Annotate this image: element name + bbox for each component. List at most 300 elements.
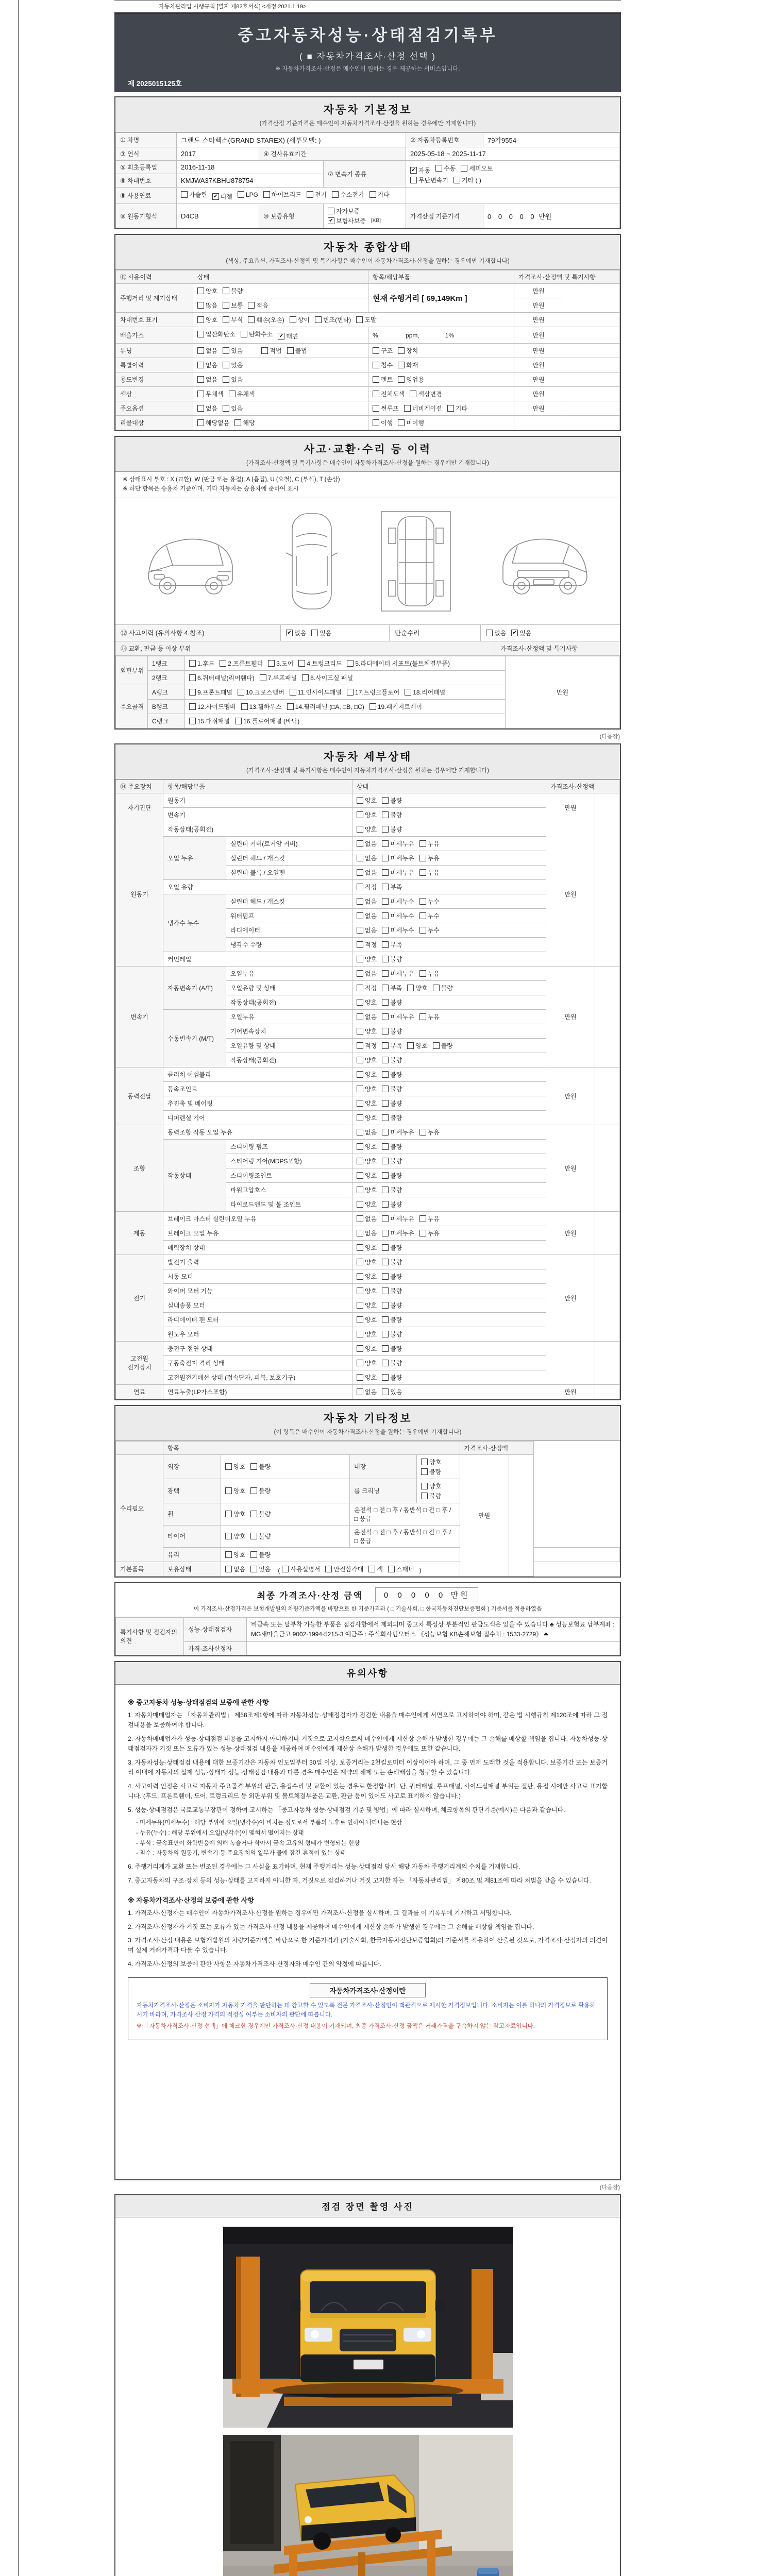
checkbox-option[interactable] xyxy=(382,883,402,891)
checkbox-option[interactable] xyxy=(189,673,255,682)
checkbox-option[interactable] xyxy=(347,659,450,668)
state-options xyxy=(352,1081,546,1096)
checkbox-unchecked-icon xyxy=(225,1533,232,1539)
checkbox-option[interactable] xyxy=(347,688,399,697)
item-label: 고전원전기배선 상태 (접속단자, 피복, 보호기구) xyxy=(163,1370,352,1384)
section-title: 사고·교환·수리 등 이력 xyxy=(304,444,432,455)
checkbox-label: 양호 xyxy=(365,1200,377,1208)
checkbox-option[interactable] xyxy=(373,361,393,369)
checkbox-unchecked-icon xyxy=(357,956,363,962)
checkbox-option[interactable] xyxy=(357,1214,377,1223)
checkbox-option[interactable] xyxy=(433,1041,453,1050)
checkbox-label: 유채색 xyxy=(237,391,255,398)
checkbox-label: 누유 xyxy=(427,1215,440,1223)
checkbox-unchecked-icon xyxy=(325,1566,332,1572)
checkbox-option[interactable] xyxy=(373,404,399,413)
detail-row xyxy=(116,1110,620,1125)
checkbox-option[interactable] xyxy=(223,375,243,384)
checkbox-option[interactable] xyxy=(356,315,376,324)
item-options xyxy=(368,416,514,430)
checkbox-option[interactable] xyxy=(453,176,481,184)
checkbox-option[interactable] xyxy=(382,839,414,848)
checkbox-option[interactable] xyxy=(197,389,224,398)
checkbox-option[interactable] xyxy=(357,911,377,920)
checkbox-option[interactable] xyxy=(250,1462,271,1471)
checkbox-option[interactable] xyxy=(382,1027,402,1036)
checkbox-option[interactable] xyxy=(382,1344,402,1353)
checkbox-option[interactable] xyxy=(357,1387,377,1396)
checkbox-option[interactable] xyxy=(419,897,440,906)
checkbox-option[interactable] xyxy=(382,1084,402,1093)
checkbox-option[interactable] xyxy=(298,659,342,668)
price-appraisal-info-box xyxy=(128,1977,608,2040)
checkbox-option[interactable] xyxy=(197,301,217,310)
checkbox-option[interactable] xyxy=(357,839,377,848)
checkbox-label: 없음 xyxy=(365,840,377,848)
checkbox-option[interactable] xyxy=(357,940,377,949)
checkbox-option[interactable] xyxy=(382,825,402,834)
checkbox-option[interactable] xyxy=(382,984,402,992)
checkbox-option[interactable] xyxy=(419,868,440,877)
item-label: 클러치 어셈블리 xyxy=(163,1067,352,1081)
item-label: 발전기 출력 xyxy=(163,1255,352,1269)
checkbox-option[interactable] xyxy=(357,1012,377,1021)
field-label: ③ 연식 xyxy=(116,147,177,161)
checkbox-option[interactable] xyxy=(486,629,506,637)
detail-row xyxy=(116,1139,620,1154)
checkbox-label: 양호 xyxy=(365,1316,377,1324)
checkbox-label: 미세누유 xyxy=(390,840,414,848)
checkbox-option[interactable] xyxy=(357,1157,377,1165)
checkbox-option[interactable] xyxy=(435,164,456,173)
checkbox-option[interactable] xyxy=(197,330,236,338)
checkbox-option[interactable] xyxy=(250,1565,271,1573)
remark-cell xyxy=(595,1341,620,1384)
checkbox-option[interactable] xyxy=(357,854,377,862)
checkbox-label: 없음 xyxy=(365,1013,377,1021)
checkbox-option[interactable] xyxy=(357,1258,377,1266)
checkbox-option[interactable] xyxy=(433,984,453,992)
checkbox-checked-icon: ✔ xyxy=(511,630,518,636)
checkbox-option[interactable] xyxy=(357,1286,377,1295)
checkbox-label: 누수 xyxy=(427,912,440,920)
checkbox-option[interactable] xyxy=(225,1462,245,1471)
checkbox-option[interactable] xyxy=(332,190,364,199)
state-options xyxy=(352,1182,546,1197)
checkbox-option[interactable] xyxy=(405,688,445,697)
checkbox-label: 5.라디에이터 서포트(볼트체결부품) xyxy=(355,659,450,667)
checkbox-label: 적정 xyxy=(365,941,377,948)
checkbox-option[interactable] xyxy=(223,286,243,295)
checkbox-option[interactable] xyxy=(357,1344,377,1353)
checkbox-option[interactable] xyxy=(382,810,402,819)
checkbox-option[interactable] xyxy=(419,911,440,920)
checkbox-option[interactable] xyxy=(398,375,424,384)
checkbox-option[interactable] xyxy=(382,969,414,978)
checkbox-option[interactable] xyxy=(282,1565,320,1573)
empty-cell xyxy=(533,1547,619,1562)
state-options xyxy=(352,894,546,908)
checkbox-label: 무채색 xyxy=(206,391,224,398)
checkbox-option[interactable] xyxy=(373,418,393,427)
checkbox-label: 누유 xyxy=(427,1229,440,1237)
checkbox-option[interactable] xyxy=(382,1056,402,1064)
checkbox-option[interactable] xyxy=(382,897,414,906)
checkbox-option[interactable] xyxy=(311,629,331,637)
checkbox-option[interactable] xyxy=(382,998,402,1007)
checkbox-option[interactable] xyxy=(357,1128,377,1137)
remark-cell xyxy=(595,1211,620,1255)
checkbox-option[interactable] xyxy=(388,1565,414,1573)
checkbox-option[interactable] xyxy=(421,1458,441,1466)
checkbox-option[interactable] xyxy=(382,1301,402,1310)
row-label: 배출가스 xyxy=(116,327,193,344)
checkbox-unchecked-icon xyxy=(357,1360,363,1366)
checkbox-option[interactable] xyxy=(382,1286,402,1295)
checkbox-option[interactable] xyxy=(357,1185,377,1194)
checkbox-option[interactable] xyxy=(260,673,297,682)
checkbox-option[interactable] xyxy=(357,897,377,906)
detail-row xyxy=(116,1009,620,1024)
checkbox-option[interactable] xyxy=(410,389,442,398)
checkbox-option[interactable] xyxy=(382,1041,402,1050)
checkbox-label: 불량 xyxy=(390,1330,402,1338)
section-detail-state xyxy=(114,743,621,1400)
section-photos-header xyxy=(115,2195,620,2217)
checkbox-option[interactable] xyxy=(290,688,342,697)
checkbox-option[interactable] xyxy=(357,1142,377,1151)
checkbox-option[interactable] xyxy=(357,1229,377,1238)
checkbox-option[interactable] xyxy=(197,315,217,324)
checkbox-unchecked-icon xyxy=(407,1042,414,1049)
checkbox-option[interactable] xyxy=(225,1486,245,1495)
checkbox-option[interactable] xyxy=(419,926,440,935)
checkbox-option[interactable] xyxy=(357,1027,377,1036)
checkbox-option[interactable] xyxy=(357,1200,377,1209)
state-options xyxy=(352,1211,546,1226)
item-label: 휠 xyxy=(163,1503,221,1525)
checkbox-unchecked-icon xyxy=(461,165,467,172)
checkbox-label: 미세누수 xyxy=(390,897,414,905)
checkbox-option[interactable] xyxy=(373,389,405,398)
checkbox-option[interactable] xyxy=(368,1565,383,1573)
checkbox-option[interactable] xyxy=(382,911,414,920)
checkbox-unchecked-icon xyxy=(382,956,389,962)
checkbox-option[interactable] xyxy=(225,1565,245,1573)
checkbox-option[interactable] xyxy=(419,839,440,848)
checkbox-label: 누유 xyxy=(427,1013,440,1021)
checkbox-option[interactable] xyxy=(357,998,377,1007)
checkbox-option[interactable] xyxy=(225,1550,245,1559)
checkbox-option[interactable] xyxy=(357,1373,377,1382)
checkbox-option[interactable] xyxy=(263,190,301,199)
checkbox-unchecked-icon xyxy=(357,898,363,905)
checkbox-label: 없음 xyxy=(206,405,218,412)
state-options xyxy=(193,387,368,401)
checkbox-option[interactable] xyxy=(419,1012,440,1021)
col-state: 상태 xyxy=(193,270,368,284)
checkbox-option[interactable] xyxy=(328,207,360,215)
checkbox-option[interactable] xyxy=(197,361,217,369)
checkbox-option[interactable] xyxy=(250,1550,271,1559)
checkbox-option[interactable] xyxy=(382,1229,414,1238)
item-label: 충전구 절연 상태 xyxy=(163,1341,352,1355)
checkbox-label: 미세누유 xyxy=(390,1229,414,1237)
checkbox-option[interactable] xyxy=(382,1373,402,1382)
checkbox-option[interactable] xyxy=(223,361,243,369)
checkbox-option[interactable] xyxy=(220,659,263,668)
item-label: 동력조향 작동 오일 누유 xyxy=(163,1125,352,1139)
checkbox-option[interactable] xyxy=(357,1084,377,1093)
checkbox-option[interactable] xyxy=(373,346,393,355)
item-options xyxy=(368,387,514,401)
checkbox-option[interactable] xyxy=(447,404,467,413)
checkbox-option[interactable] xyxy=(181,190,207,199)
checkbox-option[interactable] xyxy=(268,659,293,668)
checkbox-option[interactable] xyxy=(241,330,273,338)
checkbox-option[interactable] xyxy=(382,1099,402,1108)
checkbox-unchecked-icon xyxy=(357,1302,363,1309)
checkbox-label: 양호 xyxy=(365,1056,377,1064)
checkbox-unchecked-icon xyxy=(357,941,363,948)
checkbox-option[interactable] xyxy=(461,164,493,173)
checkbox-option[interactable] xyxy=(290,315,310,324)
checkbox-option[interactable] xyxy=(382,1185,402,1194)
section-title: 자동차 종합상태 xyxy=(323,242,412,253)
checkbox-option[interactable] xyxy=(369,702,422,711)
checkbox-option[interactable] xyxy=(410,166,430,175)
checkbox-option[interactable] xyxy=(382,854,414,862)
checkbox-option[interactable] xyxy=(325,1565,363,1573)
checkbox-option[interactable] xyxy=(250,1510,271,1518)
checkbox-option[interactable] xyxy=(302,673,353,682)
state-options xyxy=(352,1298,546,1312)
checkbox-option[interactable] xyxy=(382,1113,402,1122)
checkbox-option[interactable] xyxy=(278,332,298,341)
checkbox-option[interactable] xyxy=(382,1258,402,1266)
checkbox-option[interactable] xyxy=(307,190,327,199)
checkbox-option[interactable] xyxy=(357,955,377,963)
checkbox-option[interactable] xyxy=(357,1041,377,1050)
checkbox-option[interactable] xyxy=(407,1041,427,1050)
checkbox-option[interactable] xyxy=(421,1467,441,1476)
checkbox-option[interactable] xyxy=(197,375,217,384)
checkbox-option[interactable] xyxy=(357,1359,377,1367)
checkbox-option[interactable] xyxy=(357,1056,377,1064)
col-price: 가격조사·산정액 xyxy=(460,1441,533,1454)
checkbox-label: 양호 xyxy=(365,1085,377,1093)
checkbox-option[interactable] xyxy=(382,1214,414,1223)
state-options xyxy=(352,1038,546,1053)
checkbox-option[interactable] xyxy=(250,1486,271,1495)
checkbox-option[interactable] xyxy=(382,1387,402,1396)
checkbox-unchecked-icon xyxy=(382,1273,389,1280)
section-other-info xyxy=(114,1405,621,1578)
checkbox-option[interactable] xyxy=(189,702,236,711)
state-options xyxy=(193,372,368,387)
checkbox-option[interactable] xyxy=(315,315,351,324)
accident-history-row xyxy=(115,625,620,641)
checkbox-option[interactable] xyxy=(357,1099,377,1108)
checkbox-option[interactable] xyxy=(382,868,414,877)
section-other-header xyxy=(115,1406,620,1441)
checkbox-option[interactable] xyxy=(357,810,377,819)
checkbox-option[interactable] xyxy=(287,702,364,711)
checkbox-option[interactable] xyxy=(382,1157,402,1165)
checkbox-option[interactable] xyxy=(382,1359,402,1367)
checkbox-label: 탄화수소 xyxy=(248,331,273,338)
checkbox-unchecked-icon xyxy=(382,811,389,818)
checkbox-option[interactable] xyxy=(382,796,402,805)
checkbox-option[interactable] xyxy=(382,1243,402,1252)
state-options xyxy=(352,1226,546,1240)
checkbox-option[interactable] xyxy=(357,926,377,935)
checkbox-option[interactable] xyxy=(328,216,366,225)
checkbox-option[interactable] xyxy=(357,796,377,805)
checkbox-unchecked-icon xyxy=(398,376,405,383)
checkbox-option[interactable] xyxy=(189,717,230,725)
checkbox-label: 구조 xyxy=(381,347,393,354)
checkbox-option[interactable] xyxy=(357,883,377,891)
checkbox-option[interactable] xyxy=(357,984,377,992)
checkbox-option[interactable] xyxy=(410,176,448,184)
checkbox-label: 안전삼각대 xyxy=(333,1565,364,1573)
state-options xyxy=(352,1384,546,1399)
checkbox-label: 디젤 xyxy=(220,193,232,200)
checkbox-option[interactable] xyxy=(419,969,440,978)
checkbox-option[interactable] xyxy=(223,315,243,324)
checkbox-option[interactable] xyxy=(382,1070,402,1079)
checkbox-option[interactable] xyxy=(357,1315,377,1324)
section-title: 점검 장면 촬영 사진 xyxy=(322,2202,414,2212)
checkbox-option[interactable] xyxy=(382,1330,402,1338)
checkbox-option[interactable] xyxy=(234,418,255,427)
overall-row xyxy=(116,358,620,372)
checkbox-option[interactable] xyxy=(248,315,284,324)
checkbox-label: 부식 xyxy=(231,316,243,324)
checkbox-option[interactable] xyxy=(223,301,243,310)
checkbox-option[interactable] xyxy=(197,404,217,413)
checkbox-option[interactable] xyxy=(373,375,393,384)
checkbox-option[interactable] xyxy=(357,1171,377,1180)
checkbox-unchecked-icon xyxy=(419,1129,426,1136)
checkbox-label: 미세누유 xyxy=(390,970,414,977)
checkbox-option[interactable] xyxy=(357,1243,377,1252)
checkbox-option[interactable] xyxy=(357,969,377,978)
checkbox-option[interactable] xyxy=(511,629,531,637)
checkbox-option[interactable] xyxy=(419,854,440,862)
checkbox-option[interactable] xyxy=(286,629,306,637)
checkbox-label: 양호 xyxy=(415,1042,428,1049)
checkbox-label: 누수 xyxy=(427,926,440,934)
detail-row xyxy=(116,822,620,836)
checkbox-option[interactable] xyxy=(398,418,424,427)
checkbox-option[interactable] xyxy=(223,346,243,355)
checkbox-label: 양호 xyxy=(365,1186,377,1194)
checkbox-option[interactable] xyxy=(382,926,414,935)
checkbox-option[interactable] xyxy=(398,361,418,369)
checkbox-option[interactable] xyxy=(212,192,232,201)
remark-row xyxy=(116,1617,620,1641)
checkbox-option[interactable] xyxy=(382,1142,402,1151)
checkbox-option[interactable] xyxy=(357,825,377,834)
field-label: ⑤ 최초등록일 xyxy=(116,161,177,174)
checkbox-option[interactable] xyxy=(421,1482,441,1490)
checkbox-label: 불량 xyxy=(231,287,243,295)
checkbox-option[interactable] xyxy=(382,1315,402,1324)
checkbox-option[interactable] xyxy=(223,404,243,413)
checkbox-option[interactable] xyxy=(382,1012,414,1021)
checkbox-option[interactable] xyxy=(225,1532,245,1540)
checkbox-option[interactable] xyxy=(241,702,282,711)
checkbox-option[interactable] xyxy=(382,955,402,963)
checkbox-label: 무단변속기 xyxy=(418,176,448,184)
checkbox-option[interactable] xyxy=(382,940,402,949)
checkbox-unchecked-icon xyxy=(238,191,244,198)
checkbox-option[interactable] xyxy=(225,1510,245,1518)
checkbox-option[interactable] xyxy=(250,1532,271,1540)
checkbox-unchecked-icon xyxy=(486,630,493,636)
checkbox-option[interactable] xyxy=(382,1272,402,1281)
checkbox-label: 불량 xyxy=(390,998,402,1006)
checkbox-label: 훼손(오손) xyxy=(256,316,284,324)
checkbox-label: 양호 xyxy=(365,1273,377,1280)
checkbox-option[interactable] xyxy=(357,1070,377,1079)
checkbox-unchecked-icon xyxy=(382,1374,389,1381)
checkbox-option[interactable] xyxy=(238,688,284,697)
checkbox-option[interactable] xyxy=(382,1200,402,1209)
rank-group-label: 외판부위 xyxy=(116,656,148,685)
checkbox-option[interactable] xyxy=(287,346,307,355)
checkbox-option[interactable] xyxy=(357,868,377,877)
checkbox-option[interactable] xyxy=(419,1128,440,1137)
checkbox-option[interactable] xyxy=(398,346,418,355)
overall-header-row xyxy=(116,270,620,284)
checkbox-unchecked-icon xyxy=(357,985,363,991)
checkbox-option[interactable] xyxy=(357,1272,377,1281)
checkbox-option[interactable] xyxy=(369,190,390,199)
checkbox-unchecked-icon xyxy=(373,362,379,368)
checkbox-unchecked-icon xyxy=(398,362,405,368)
checkbox-option[interactable] xyxy=(197,286,217,295)
checkbox-option[interactable] xyxy=(419,1214,440,1223)
checkbox-option[interactable] xyxy=(197,418,229,427)
checkbox-option[interactable] xyxy=(261,346,281,355)
checkbox-unchecked-icon xyxy=(382,1100,389,1107)
col-item: 항목 xyxy=(163,1441,460,1454)
checkbox-option[interactable] xyxy=(189,688,232,697)
checkbox-option[interactable] xyxy=(382,1171,402,1180)
checkbox-option[interactable] xyxy=(357,1301,377,1310)
checkbox-option[interactable] xyxy=(382,1128,414,1137)
checkbox-option[interactable] xyxy=(248,301,268,310)
checkbox-label: 적정 xyxy=(365,1042,377,1049)
checkbox-option[interactable] xyxy=(238,191,258,198)
checkbox-option[interactable] xyxy=(197,346,217,355)
checkbox-unchecked-icon xyxy=(407,985,414,991)
checkbox-option[interactable] xyxy=(404,404,442,413)
checkbox-option[interactable] xyxy=(357,1113,377,1122)
checkbox-option[interactable] xyxy=(229,389,255,398)
checkbox-option[interactable] xyxy=(357,1330,377,1338)
checkbox-option[interactable] xyxy=(419,1229,440,1238)
subgroup-label: 오일 누유 xyxy=(163,836,226,879)
checkbox-option[interactable] xyxy=(235,717,299,725)
device-label: 연료 xyxy=(116,1384,163,1399)
checkbox-option[interactable] xyxy=(189,659,214,668)
checkbox-option[interactable] xyxy=(407,984,427,992)
checkbox-option[interactable] xyxy=(421,1492,441,1500)
